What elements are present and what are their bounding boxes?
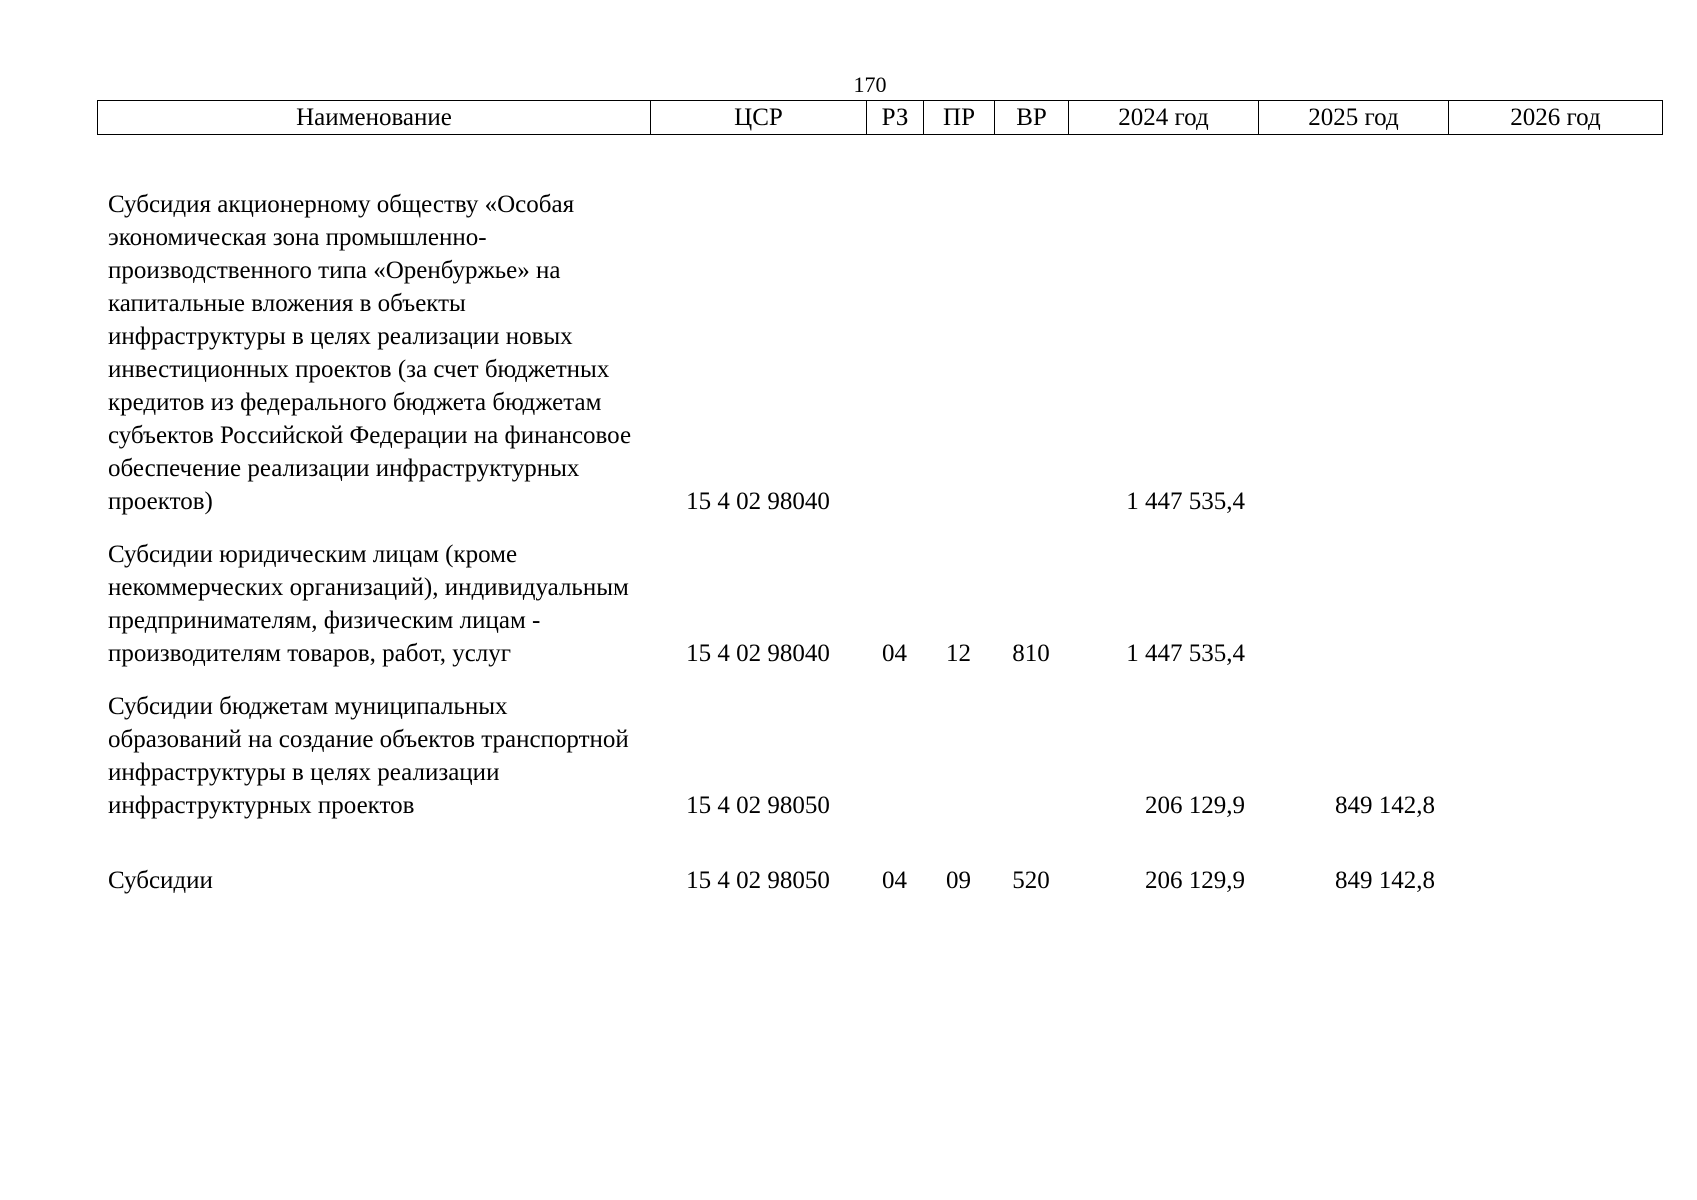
- row-vr: [994, 188, 1068, 518]
- column-header-csr: ЦСР: [651, 101, 867, 135]
- table-row: [97, 188, 1662, 518]
- table-row: [97, 538, 1662, 670]
- row-rz: [866, 690, 923, 822]
- row-amount-2026: [1448, 864, 1662, 897]
- row-pr: [923, 188, 994, 518]
- row-spacer: [97, 518, 1662, 538]
- row-csr: 15 4 02 98050: [686, 792, 830, 819]
- row-amount-2024: 206 129,9: [1145, 792, 1245, 819]
- row-name: Субсидии юридическим лицам (кроме некоммерческих организаций), индивидуальным предпринимателям, физическим лицам - производителям товаров, работ, услуг: [108, 541, 629, 667]
- row-amount-2025: 849 142,8: [1335, 867, 1435, 894]
- row-csr: 15 4 02 98050: [686, 867, 830, 894]
- row-name: Субсидия акционерному обществу «Особая экономическая зона промышленно-производственного типа «Оренбуржье» на капитальные вложения в объекты инфраструктуры в целях реализации новых инвестиционных проектов (за счет бюджетных кредитов из федерального бюджета бюджетам субъектов Российской Федерации на финансовое обеспечение реализации инфраструктурных проектов): [108, 191, 632, 515]
- column-header-name: Наименование: [98, 101, 651, 135]
- budget-table-body: [97, 188, 1662, 897]
- row-csr: 15 4 02 98040: [686, 640, 830, 667]
- row-name: Субсидии: [108, 867, 213, 894]
- column-header-vr: ВР: [995, 101, 1069, 135]
- row-amount-2024: 1 447 535,4: [1126, 640, 1245, 667]
- row-amount-2026: [1448, 690, 1662, 822]
- column-header-pr: ПР: [924, 101, 995, 135]
- table-row: [97, 690, 1662, 822]
- row-rz: [866, 188, 923, 518]
- column-header-rz: РЗ: [867, 101, 924, 135]
- column-header-2026: 2026 год: [1449, 101, 1663, 135]
- row-amount-2025: [1258, 538, 1448, 670]
- row-spacer: [97, 822, 1662, 864]
- row-amount-2026: [1448, 188, 1662, 518]
- row-csr: 15 4 02 98040: [686, 488, 830, 515]
- row-spacer: [97, 670, 1662, 690]
- row-vr: 520: [1012, 867, 1050, 894]
- table-header: [97, 100, 1663, 135]
- row-rz: 04: [882, 867, 907, 894]
- row-amount-2024: 206 129,9: [1145, 867, 1245, 894]
- row-amount-2025: 849 142,8: [1335, 792, 1435, 819]
- row-name: Субсидии бюджетам муниципальных образований на создание объектов транспортной инфраструктуры в целях реализации инфраструктурных проектов: [108, 693, 629, 819]
- column-header-2024: 2024 год: [1069, 101, 1259, 135]
- row-amount-2024: 1 447 535,4: [1126, 488, 1245, 515]
- table-row: [97, 864, 1662, 897]
- row-vr: [994, 690, 1068, 822]
- row-pr: 12: [946, 640, 971, 667]
- column-header-2025: 2025 год: [1259, 101, 1449, 135]
- row-amount-2025: [1258, 188, 1448, 518]
- row-pr: [923, 690, 994, 822]
- row-rz: 04: [882, 640, 907, 667]
- row-amount-2026: [1448, 538, 1662, 670]
- page-number: 170: [853, 72, 887, 97]
- row-vr: 810: [1012, 640, 1050, 667]
- row-pr: 09: [946, 867, 971, 894]
